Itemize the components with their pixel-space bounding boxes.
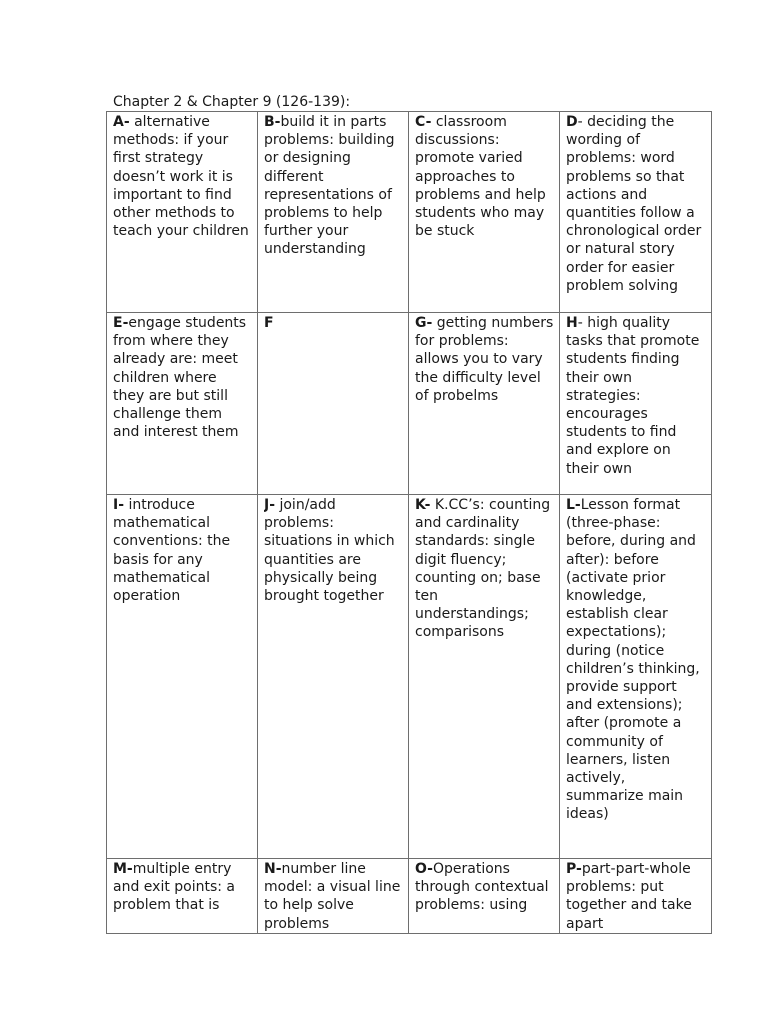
table-cell-k xyxy=(409,495,560,859)
table-cell-c xyxy=(409,112,560,313)
cell-letter: O- xyxy=(415,861,433,877)
cell-letter: I- xyxy=(113,497,125,513)
table-row xyxy=(107,313,712,495)
cell-text: number line model: a visual line to help solve problems xyxy=(264,861,401,932)
table-cell-f xyxy=(258,313,409,495)
table-cell-a xyxy=(107,112,258,313)
page-title: Chapter 2 & Chapter 9 (126-139): xyxy=(113,94,351,110)
table-cell-o xyxy=(409,859,560,934)
cell-letter: B- xyxy=(264,114,281,130)
cell-letter: J- xyxy=(264,497,276,513)
table-cell-p xyxy=(560,859,712,934)
cell-letter: K- xyxy=(415,497,431,513)
cell-text: part-part-whole problems: put together and take apart xyxy=(566,861,692,932)
table-cell-e xyxy=(107,313,258,495)
cell-text: alternative methods: if your first strategy doesn’t work it is important to find other methods to teach your children xyxy=(113,114,249,240)
cell-letter: H xyxy=(566,315,578,331)
cell-text: join/add problems: situations in which quantities are physically being brought together xyxy=(264,497,395,605)
cell-letter: A- xyxy=(113,114,130,130)
table-cell-m xyxy=(107,859,258,934)
cell-letter: E- xyxy=(113,315,129,331)
alphabet-table xyxy=(106,111,712,934)
cell-letter: P- xyxy=(566,861,582,877)
table-cell-j xyxy=(258,495,409,859)
cell-text: classroom discussions: promote varied approaches to problems and help students who may be stuck xyxy=(415,114,546,240)
table-cell-g xyxy=(409,313,560,495)
cell-text: - high quality tasks that promote students finding their own strategies: encourages students to find and explore on their own xyxy=(566,315,700,477)
table-cell-i xyxy=(107,495,258,859)
table-row xyxy=(107,495,712,859)
table-cell-n xyxy=(258,859,409,934)
table-row xyxy=(107,112,712,313)
table-cell-d xyxy=(560,112,712,313)
cell-text: Operations through contextual problems: using xyxy=(415,861,549,914)
cell-text: getting numbers for problems: allows you to vary the difficulty level of probelms xyxy=(415,315,554,404)
cell-text: engage students from where they already are: meet children where they are but still challenge them and interest them xyxy=(113,315,247,441)
cell-letter: G- xyxy=(415,315,433,331)
cell-text: multiple entry and exit points: a problem that is xyxy=(113,861,236,914)
cell-text: introduce mathematical conventions: the basis for any mathematical operation xyxy=(113,497,231,605)
table-row xyxy=(107,859,712,934)
cell-text: build it in parts problems: building or designing different representations of problems to help further your understanding xyxy=(264,114,395,258)
cell-letter: N- xyxy=(264,861,282,877)
table-cell-l xyxy=(560,495,712,859)
table-cell-b xyxy=(258,112,409,313)
cell-text: K.CC’s: counting and cardinality standards: single digit fluency; counting on; base ten understandings; comparisons xyxy=(415,497,551,641)
table-cell-h xyxy=(560,313,712,495)
cell-text: - deciding the wording of problems: word problems so that actions and quantities follow a chronological order or natural story order for easier problem solving xyxy=(566,114,702,294)
cell-text: Lesson format (three-phase: before, during and after): before (activate prior knowledge, establish clear expectations); during (notice children’s thinking, provide support and extensions); after (promote a community of learners, listen actively, summarize main ideas) xyxy=(566,497,700,823)
cell-letter: M- xyxy=(113,861,133,877)
cell-letter: C- xyxy=(415,114,432,130)
cell-letter: D xyxy=(566,114,578,130)
cell-letter: L- xyxy=(566,497,581,513)
cell-letter: F xyxy=(264,315,274,331)
